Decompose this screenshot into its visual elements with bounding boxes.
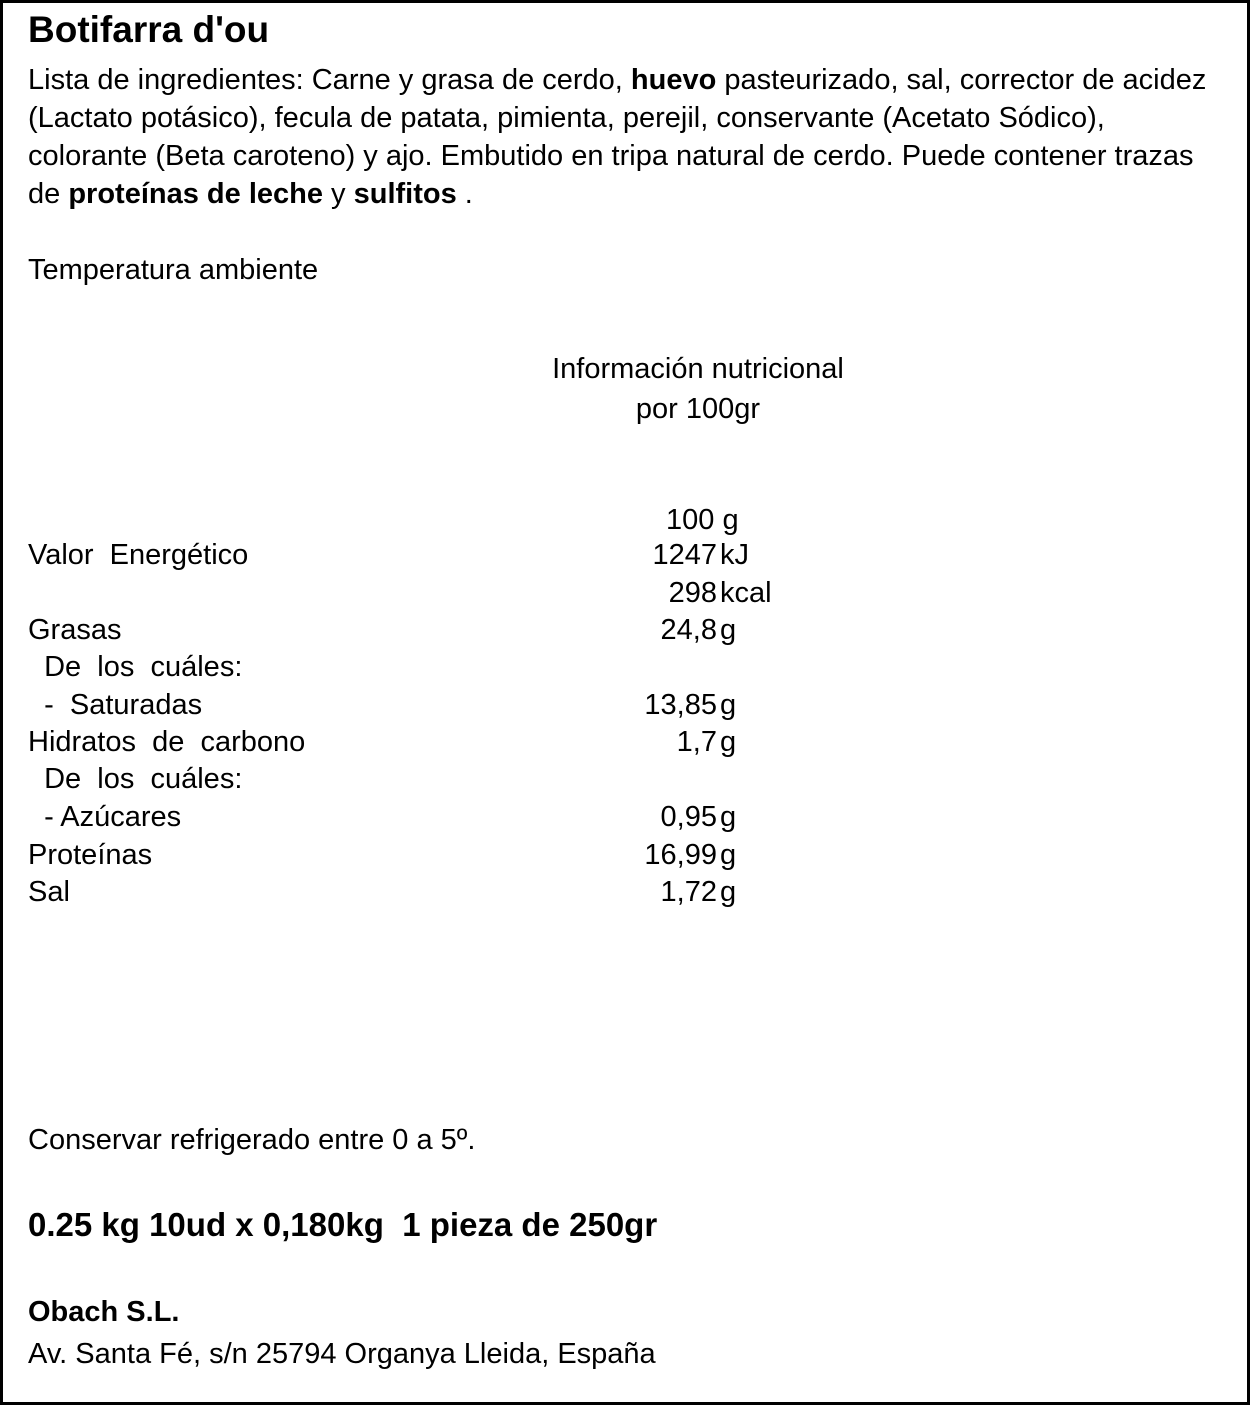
ingredients-paragraph [28, 61, 1228, 213]
allergen-sulfitos: sulfitos [353, 178, 457, 210]
allergen-leche: proteínas de leche [68, 178, 323, 210]
nutrition-row-value: 1,72 [660, 876, 717, 908]
nutrition-row-unit: g [720, 839, 737, 871]
nutrition-row-unit: kJ [720, 539, 749, 571]
nutrition-row-label: Valor Energético [28, 539, 249, 571]
product-title: Botifarra d'ou [28, 9, 270, 50]
company-name: Obach S.L. [28, 1296, 180, 1328]
nutrition-row-label: Hidratos de carbono [28, 726, 306, 758]
nutrition-subheading: por 100gr [635, 393, 761, 425]
nutrition-row-unit: g [720, 614, 737, 646]
nutrition-row-value: 1247 [652, 539, 717, 571]
nutrition-row-unit: g [720, 726, 737, 758]
allergen-huevo: huevo [630, 64, 717, 96]
packaging-info: 0.25 kg 10ud x 0,180kg 1 pieza de 250gr [28, 1206, 658, 1243]
ingredients-text-3: y [322, 178, 354, 210]
nutrition-row-unit: g [720, 801, 737, 833]
nutrition-column-header: 100 g [666, 504, 739, 536]
nutrition-row-value: 13,85 [644, 689, 717, 721]
nutrition-row-label: Sal [28, 876, 70, 908]
conservation-note: Conservar refrigerado entre 0 a 5º. [28, 1124, 476, 1156]
nutrition-heading: Información nutricional [552, 353, 844, 385]
company-address: Av. Santa Fé, s/n 25794 Organya Lleida, España [28, 1338, 656, 1370]
nutrition-row-label: Proteínas [28, 839, 153, 871]
ingredients-text-4: . [456, 178, 473, 210]
nutrition-row-unit: g [720, 876, 737, 908]
nutrition-row-value: 1,7 [676, 726, 717, 758]
nutrition-row-value: 24,8 [660, 614, 717, 646]
nutrition-row-label: De los cuáles: [28, 651, 243, 683]
nutrition-row-label: - Saturadas [28, 689, 203, 721]
nutrition-row-value: 0,95 [660, 801, 717, 833]
nutrition-row-unit: kcal [720, 577, 772, 609]
nutrition-row-value: 298 [668, 577, 717, 609]
nutrition-row-unit: g [720, 689, 737, 721]
nutrition-row-label: - Azúcares [28, 801, 182, 833]
nutrition-row-value: 16,99 [644, 839, 717, 871]
nutrition-row-label: De los cuáles: [28, 763, 243, 795]
ingredients-text-1: Lista de ingredientes: Carne y grasa de cerdo, [28, 64, 631, 96]
ingredients-text-2: pasteurizado, sal, corrector de acidez (Lactato potásico), fecula de patata, pimienta, perejil, conservante (Acetato Sódico), colorante (Beta caroteno) y ajo. Embutido en tripa natural de cerdo. Puede contener trazas de [28, 64, 1207, 210]
storage-note: Temperatura ambiente [28, 254, 319, 286]
nutrition-row-label: Grasas [28, 614, 122, 646]
